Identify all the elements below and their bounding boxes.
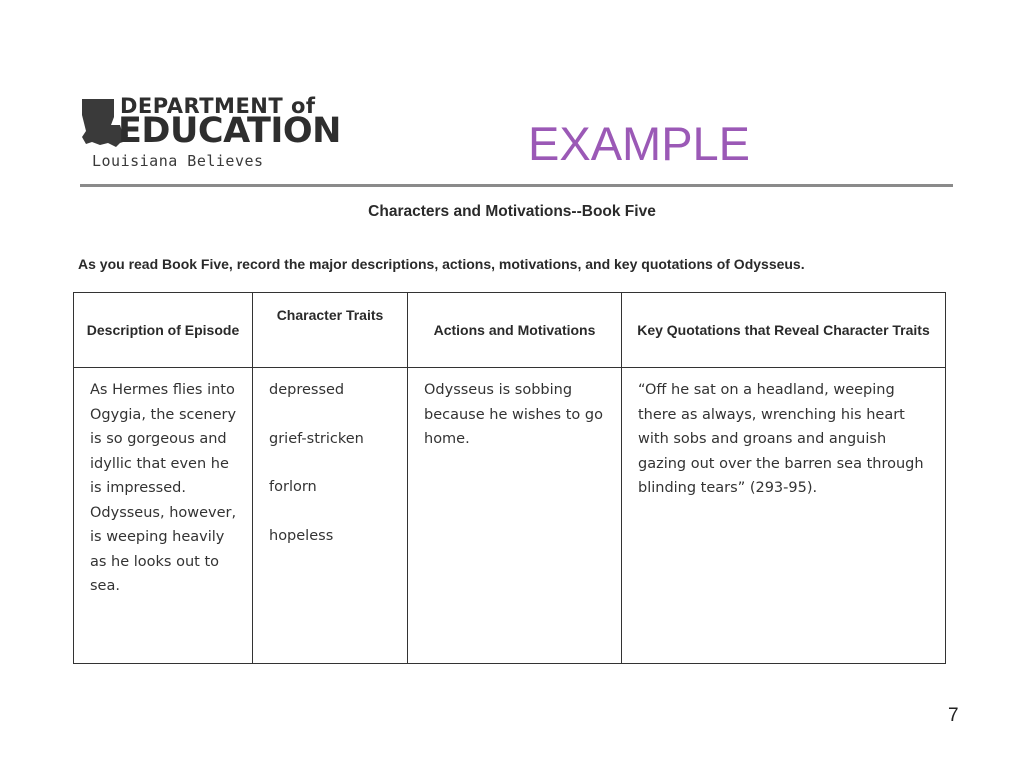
trait-item: depressed	[269, 382, 345, 398]
header-key-quotations: Key Quotations that Reveal Character Traits	[622, 293, 946, 368]
header-description: Description of Episode	[74, 293, 253, 368]
header-divider	[80, 184, 953, 187]
cell-character-traits	[253, 368, 408, 664]
table-row	[74, 368, 946, 664]
document-title: Characters and Motivations--Book Five	[368, 203, 656, 220]
logo-line-tagline: Louisiana Believes	[92, 152, 264, 170]
example-label: EXAMPLE	[528, 117, 751, 170]
logo-line-department: DEPARTMENT of	[120, 94, 316, 118]
header-actions-motivations: Actions and Motivations	[408, 293, 622, 368]
cell-key-quotation: “Off he sat on a headland, weeping there as always, wrenching his heart with sobs and groans and anguish gazing out over the barren sea through blinding tears” (293-95).	[622, 368, 946, 664]
page-number: 7	[948, 705, 959, 726]
cell-actions-motivations: Odysseus is sobbing because he wishes to go home.	[408, 368, 622, 664]
cell-episode-description: As Hermes flies into Ogygia, the scenery is so gorgeous and idyllic that even he is impressed. Odysseus, however, is weeping heavily as he looks out to sea.	[74, 368, 253, 664]
table-header-row	[74, 293, 946, 368]
logo-line-education: EDUCATION	[118, 111, 341, 151]
instructions-text: As you read Book Five, record the major descriptions, actions, motivations, and key quotations of Odysseus.	[78, 256, 805, 272]
trait-item: forlorn	[269, 479, 317, 495]
department-of-education-logo	[80, 94, 341, 178]
trait-item: hopeless	[269, 527, 334, 544]
trait-item: grief-stricken	[269, 430, 364, 447]
header-character-traits: Character Traits	[253, 293, 408, 368]
motivations-table	[73, 292, 946, 664]
